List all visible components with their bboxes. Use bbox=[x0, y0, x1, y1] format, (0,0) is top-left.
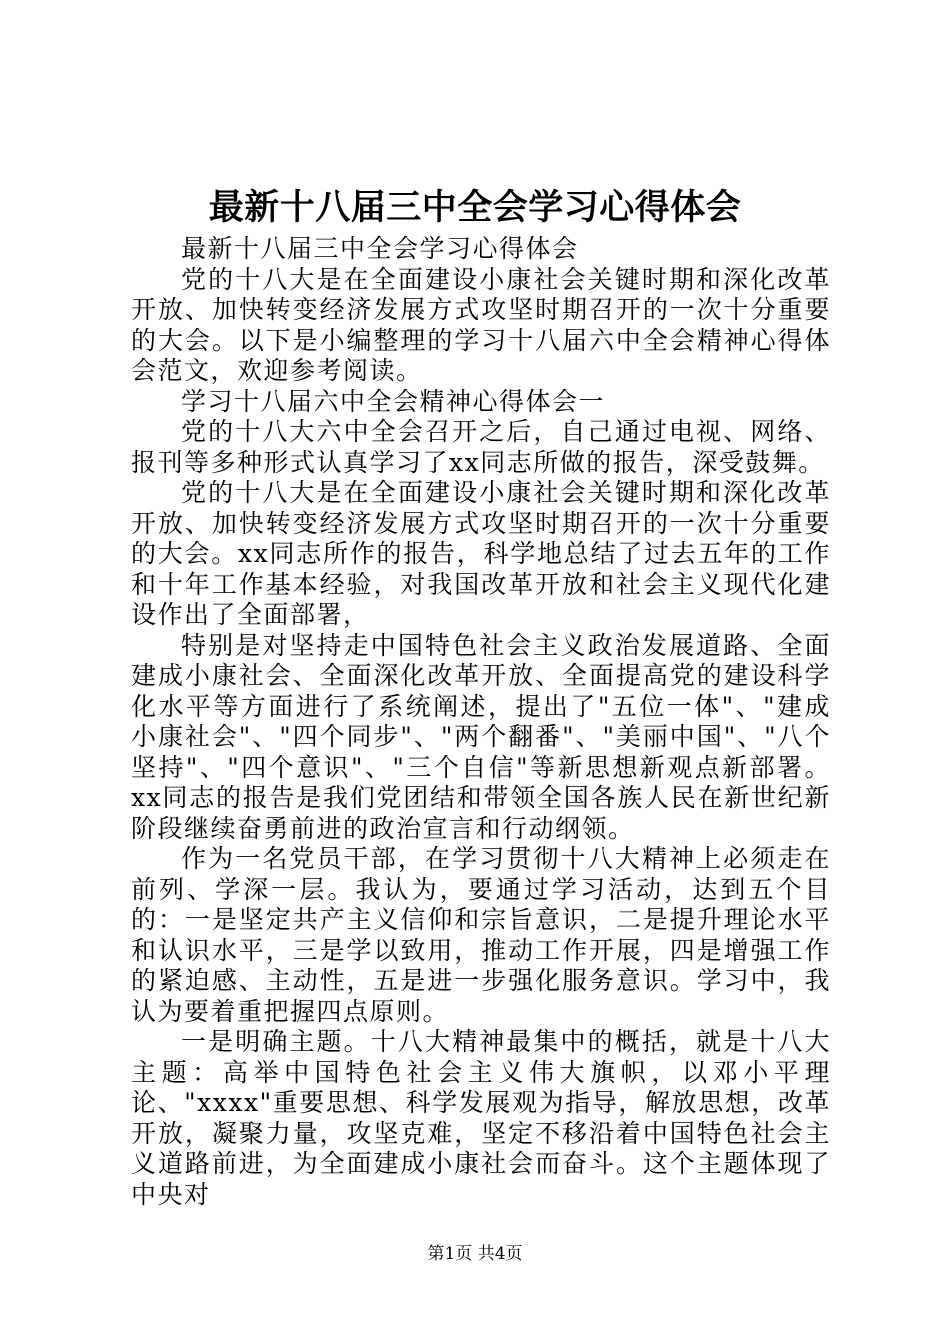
paragraph: 一是明确主题。十八大精神最集中的概括，就是十八大主题：高举中国特色社会主义伟大旗帜，以邓小平理论、"xxxx"重要思想、科学发展观为指导，解放思想，改革开放，凝聚力量，攻坚克难，坚定不移沿着中国特色社会主义道路前进，为全面建成小康社会而奋斗。这个主题体现了中央对 bbox=[131, 1027, 831, 1209]
document-title: 最新十八届三中全会学习心得体会 bbox=[208, 187, 742, 228]
paragraph: 党的十八大六中全会召开之后，自己通过电视、网络、报刊等多种形式认真学习了xx同志所做的报告，深受鼓舞。 bbox=[131, 417, 831, 477]
paragraph-section-heading: 学习十八届六中全会精神心得体会一 bbox=[181, 386, 606, 416]
paragraph-intro: 党的十八大是在全面建设小康社会关键时期和深化改革开放、加快转变经济发展方式攻坚时期召开的一次十分重要的大会。以下是小编整理的学习十八届六中全会精神心得体会范文，欢迎参考阅读。 bbox=[131, 264, 831, 385]
paragraph: 党的十八大是在全面建设小康社会关键时期和深化改革开放、加快转变经济发展方式攻坚时期召开的一次十分重要的大会。xx同志所作的报告，科学地总结了过去五年的工作和十年工作基本经验，对我国改革开放和社会主义现代化建设作出了全面部署， bbox=[131, 478, 831, 629]
paragraph: 特别是对坚持走中国特色社会主义政治发展道路、全面建成小康社会、全面深化改革开放、全面提高党的建设科学化水平等方面进行了系统阐述，提出了"五位一体"、"建成小康社会"、"四个同步"、"两个翻番"、"美丽中国"、"八个坚持"、"四个意识"、"三个自信"等新思想新观点新部署。xx同志的报告是我们党团结和带领全国各族人民在新世纪新阶段继续奋勇前进的政治宣言和行动纲领。 bbox=[131, 630, 831, 843]
page-number-footer: 第1页 共4页 bbox=[427, 1244, 523, 1264]
document-body bbox=[131, 234, 831, 1210]
paragraph-subtitle: 最新十八届三中全会学习心得体会 bbox=[181, 234, 579, 263]
paragraph: 作为一名党员干部，在学习贯彻十八大精神上必须走在前列、学深一层。我认为，要通过学习活动，达到五个目的：一是坚定共产主义信仰和宗旨意识，二是提升理论水平和认识水平，三是学以致用，推动工作开展，四是增强工作的紧迫感、主动性，五是进一步强化服务意识。学习中，我认为要着重把握四点原则。 bbox=[131, 844, 831, 1026]
